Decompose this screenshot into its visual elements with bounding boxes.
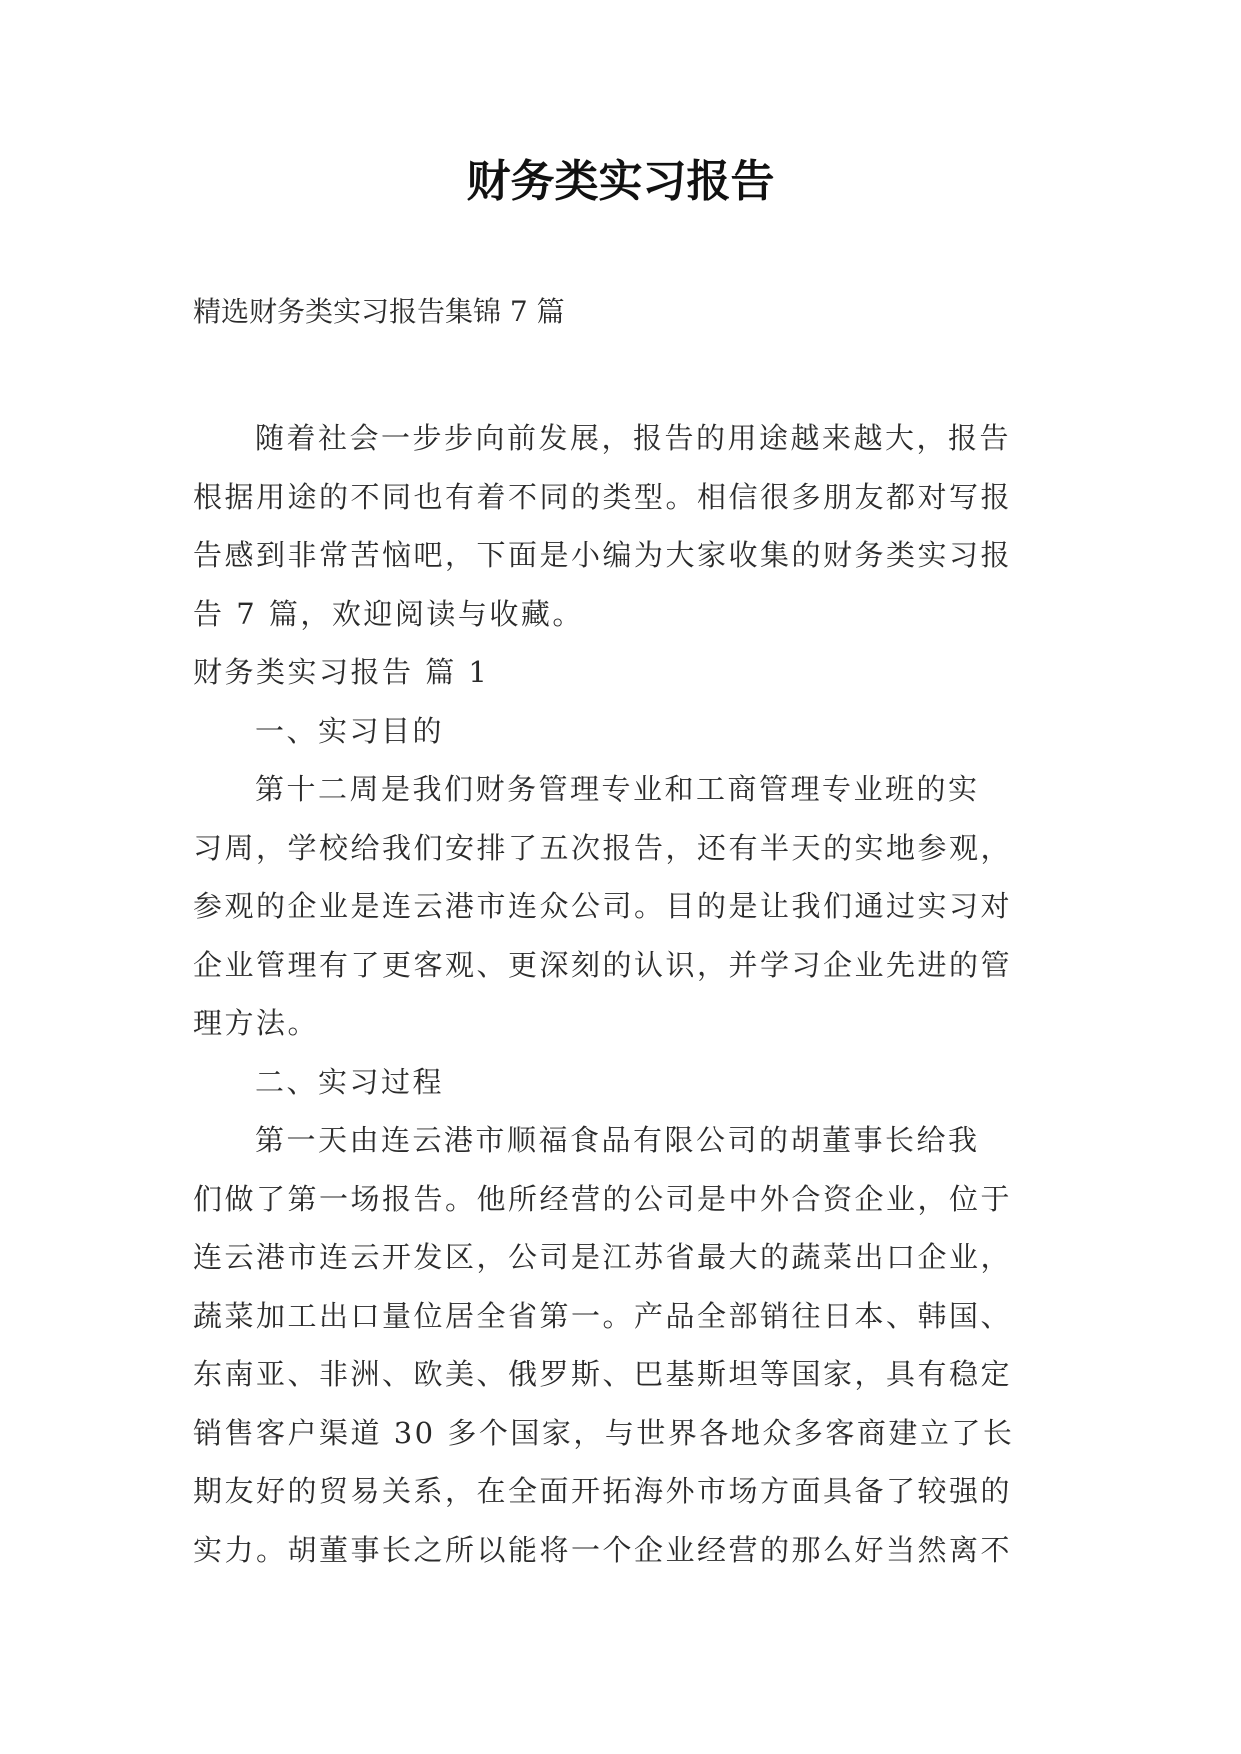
body-line: 们做了第一场报告。他所经营的公司是中外合资企业，位于: [193, 1181, 1013, 1216]
section-heading: 财务类实习报告 篇 1: [193, 655, 490, 689]
body-line: 第一天由连云港市顺福食品有限公司的胡董事长给我: [255, 1123, 980, 1157]
document-title: 财务类实习报告: [466, 156, 775, 207]
body-line: 企业管理有了更客观、更深刻的认识，并学习企业先进的管: [193, 947, 1013, 982]
subsection-heading: 一、实习目的: [255, 713, 445, 748]
body-line: 销售客户渠道 30 多个国家，与世界各地众多客商建立了长: [193, 1415, 1015, 1450]
body-line: 理方法。: [193, 1006, 320, 1040]
body-line: 参观的企业是连云港市连众公司。目的是让我们通过实习对: [193, 889, 1013, 923]
body-line: 随着社会一步步向前发展，报告的用途越来越大，报告: [255, 421, 1012, 455]
document-subtitle: 精选财务类实习报告集锦 7 篇: [193, 295, 565, 328]
body-line: 习周，学校给我们安排了五次报告，还有半天的实地参观，: [193, 830, 1013, 865]
subsection-heading: 二、实习过程: [255, 1064, 445, 1099]
body-line: 东南亚、非洲、欧美、俄罗斯、巴基斯坦等国家，具有稳定: [193, 1357, 1013, 1391]
body-line: 蔬菜加工出口量位居全省第一。产品全部销往日本、韩国、: [193, 1298, 1013, 1333]
body-line: 连云港市连云开发区，公司是江苏省最大的蔬菜出口企业，: [193, 1240, 1013, 1274]
body-line: 根据用途的不同也有着不同的类型。相信很多朋友都对写报: [193, 479, 1013, 514]
body-line: 第十二周是我们财务管理专业和工商管理专业班的实: [255, 772, 980, 806]
body-line: 告感到非常苦恼吧，下面是小编为大家收集的财务类实习报: [193, 538, 1013, 572]
body-line: 告 7 篇，欢迎阅读与收藏。: [193, 596, 584, 631]
body-line: 期友好的贸易关系，在全面开拓海外市场方面具备了较强的: [193, 1474, 1013, 1508]
body-line: 实力。胡董事长之所以能将一个企业经营的那么好当然离不: [193, 1532, 1013, 1567]
document-body: [193, 409, 1073, 1579]
